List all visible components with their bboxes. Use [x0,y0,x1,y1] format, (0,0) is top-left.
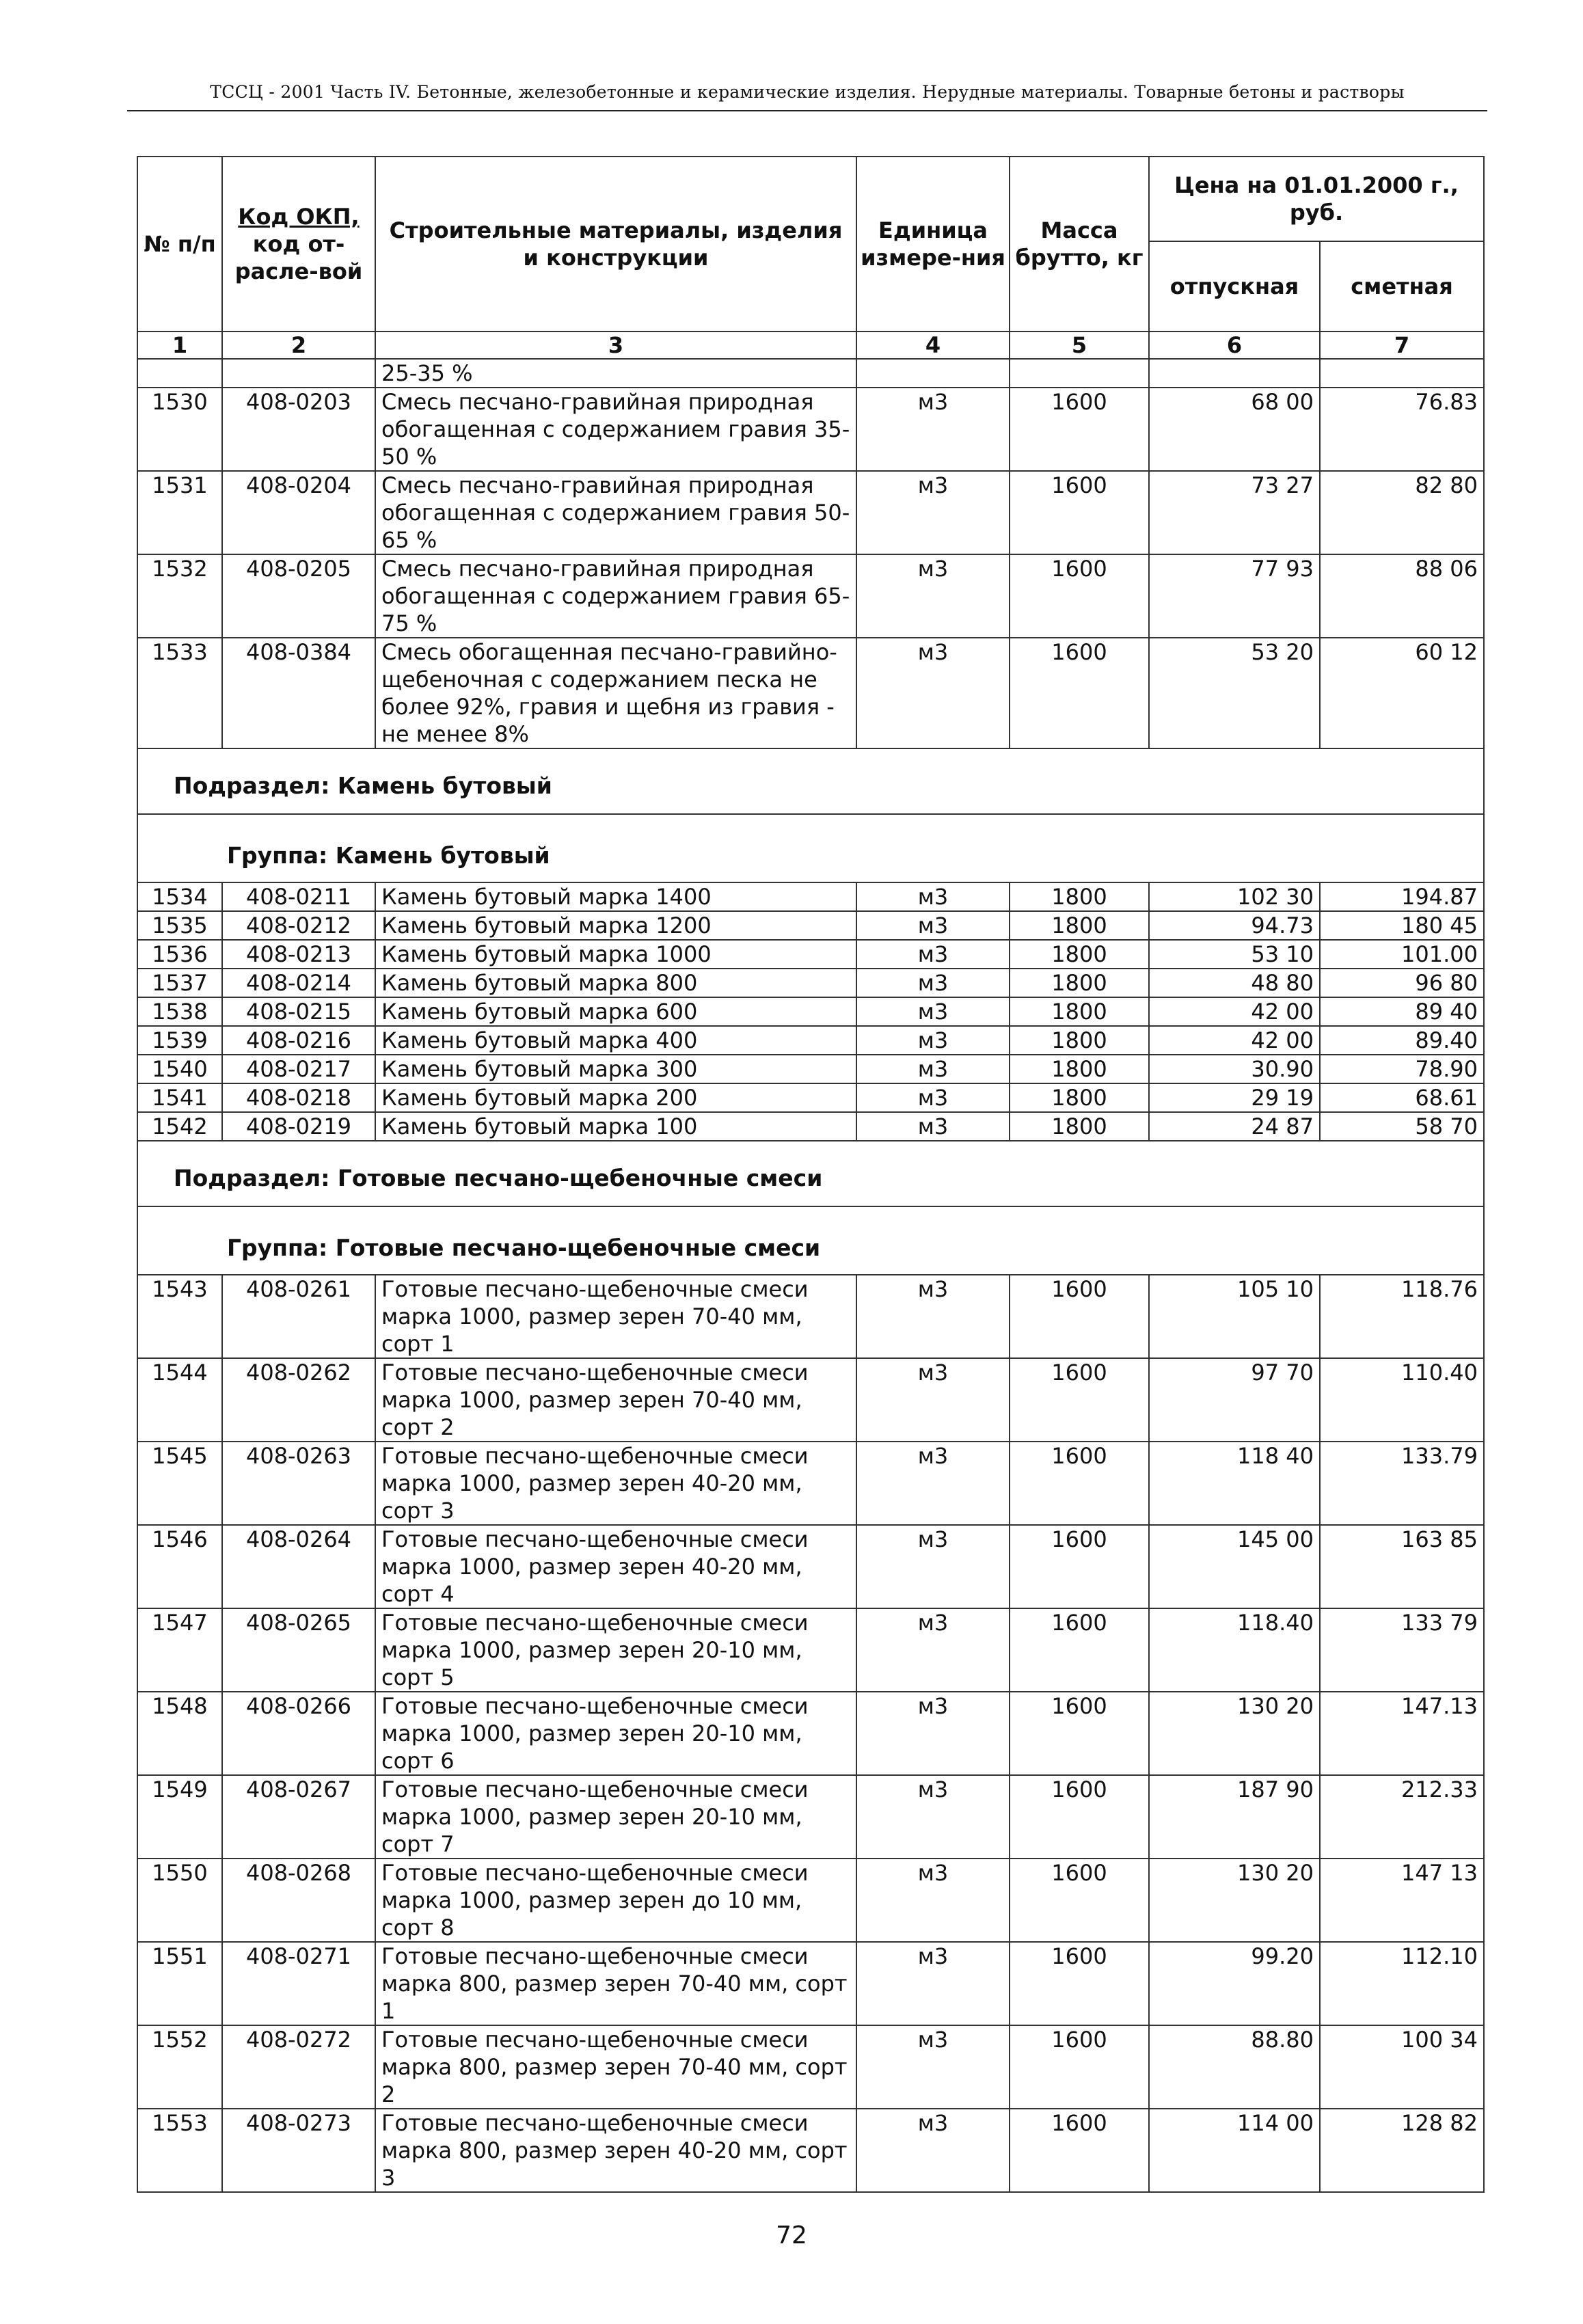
cell-mass: 1800 [1010,1083,1149,1112]
cell-unit: м3 [856,1942,1010,2025]
cell-num: 1551 [137,1942,222,2025]
cell-num: 1538 [137,997,222,1026]
table-row [137,969,1484,997]
cell-code: 408-0204 [222,471,375,554]
cell-mass: 1800 [1010,911,1149,940]
cell-price1: 73 27 [1149,471,1320,554]
column-number: 4 [856,332,1010,359]
table-row [137,1275,1484,1358]
table-row [137,1358,1484,1442]
table-row [137,882,1484,911]
cell-code: 408-0203 [222,388,375,471]
cell-mass: 1600 [1010,1275,1149,1358]
header-row [137,157,1484,241]
cell-price2: 110.40 [1320,1358,1484,1442]
price-table-wrapper [137,156,1483,2193]
col-head-name: Строительные материалы, изделия и конструкции [375,157,856,332]
cell-name: Готовые песчано-щебеночные смеси марка 1000, размер зерен 70-40 мм, сорт 2 [375,1358,856,1442]
cell-unit: м3 [856,1026,1010,1055]
cell-price1: 94.73 [1149,911,1320,940]
cell-price2: 58 70 [1320,1112,1484,1141]
cell-unit: м3 [856,1083,1010,1112]
cell-price1: 48 80 [1149,969,1320,997]
table-row [137,638,1484,748]
cell-unit: м3 [856,638,1010,748]
continuation-row [137,359,1484,388]
cell-code: 408-0212 [222,911,375,940]
cell-code: 408-0272 [222,2025,375,2109]
cell-unit: м3 [856,554,1010,638]
cell-num: 1548 [137,1692,222,1775]
cell-price1: 88.80 [1149,2025,1320,2109]
cell-mass: 1600 [1010,388,1149,471]
table-row [137,1608,1484,1692]
cell-name: Готовые песчано-щебеночные смеси марка 1000, размер зерен до 10 мм, сорт 8 [375,1859,856,1942]
cell-price2: 96 80 [1320,969,1484,997]
cell-price2: 212.33 [1320,1775,1484,1859]
cell-mass: 1600 [1010,2025,1149,2109]
cell-price2: 180 45 [1320,911,1484,940]
table-body [137,332,1484,2192]
empty-cell [856,359,1010,388]
cell-unit: м3 [856,2109,1010,2192]
cell-mass: 1800 [1010,997,1149,1026]
col-head-mass: Масса брутто, кг [1010,157,1149,332]
table-row [137,1055,1484,1083]
table-row [137,388,1484,471]
cell-price1: 42 00 [1149,997,1320,1026]
cell-price2: 78.90 [1320,1055,1484,1083]
cell-num: 1550 [137,1859,222,1942]
cell-price2: 147.13 [1320,1692,1484,1775]
cell-price1: 118.40 [1149,1608,1320,1692]
table-row [137,1859,1484,1942]
page-number: 72 [776,2221,807,2249]
cell-price1: 68 00 [1149,388,1320,471]
cell-price1: 105 10 [1149,1275,1320,1358]
cell-price2: 147 13 [1320,1859,1484,1942]
column-number: 5 [1010,332,1149,359]
subsection-heading-row [137,748,1484,814]
cell-mass: 1600 [1010,1692,1149,1775]
cell-code: 408-0271 [222,1942,375,2025]
col-head-code-line1: Код ОКП, [238,204,360,230]
empty-cell [1320,359,1484,388]
column-number: 7 [1320,332,1484,359]
cell-price2: 133.79 [1320,1442,1484,1525]
subsection-heading: Подраздел: Готовые песчано-щебеночные смеси [137,1141,1484,1206]
running-header: ТССЦ - 2001 Часть IV. Бетонные, железобетонные и керамические изделия. Нерудные материалы. Товарные бетоны и растворы [127,82,1487,111]
cell-unit: м3 [856,1358,1010,1442]
cell-price2: 76.83 [1320,388,1484,471]
cell-name: Готовые песчано-щебеночные смеси марка 800, размер зерен 70-40 мм, сорт 1 [375,1942,856,2025]
cell-unit: м3 [856,940,1010,969]
cell-price1: 114 00 [1149,2109,1320,2192]
price-table [137,156,1485,2193]
cell-code: 408-0273 [222,2109,375,2192]
table-row [137,1083,1484,1112]
cell-name: Готовые песчано-щебеночные смеси марка 1000, размер зерен 40-20 мм, сорт 4 [375,1525,856,1608]
cell-unit: м3 [856,1442,1010,1525]
cell-unit: м3 [856,969,1010,997]
cell-name: Камень бутовый марка 100 [375,1112,856,1141]
table-row [137,1112,1484,1141]
cell-code: 408-0263 [222,1442,375,1525]
cell-num: 1533 [137,638,222,748]
cell-mass: 1800 [1010,1026,1149,1055]
cell-price1: 187 90 [1149,1775,1320,1859]
table-row [137,554,1484,638]
cell-code: 408-0213 [222,940,375,969]
cell-name: Камень бутовый марка 300 [375,1055,856,1083]
cell-unit: м3 [856,1608,1010,1692]
cell-price2: 82 80 [1320,471,1484,554]
cell-mass: 1800 [1010,1112,1149,1141]
cell-unit: м3 [856,471,1010,554]
cell-unit: м3 [856,882,1010,911]
cell-code: 408-0384 [222,638,375,748]
cell-code: 408-0261 [222,1275,375,1358]
cell-num: 1546 [137,1525,222,1608]
cell-name: Камень бутовый марка 600 [375,997,856,1026]
cell-mass: 1600 [1010,1525,1149,1608]
table-row [137,940,1484,969]
cell-code: 408-0268 [222,1859,375,1942]
cell-code: 408-0264 [222,1525,375,1608]
cell-code: 408-0214 [222,969,375,997]
cell-price2: 112.10 [1320,1942,1484,2025]
cell-num: 1532 [137,554,222,638]
cell-unit: м3 [856,1859,1010,1942]
cell-unit: м3 [856,1275,1010,1358]
cell-mass: 1600 [1010,1775,1149,1859]
cell-price2: 163 85 [1320,1525,1484,1608]
cell-code: 408-0265 [222,1608,375,1692]
col-head-price-release: отпускная [1149,241,1320,332]
cell-num: 1531 [137,471,222,554]
empty-cell [1010,359,1149,388]
column-number-row [137,332,1484,359]
column-number: 1 [137,332,222,359]
cell-price2: 128 82 [1320,2109,1484,2192]
cell-price2: 89.40 [1320,1026,1484,1055]
cell-num: 1535 [137,911,222,940]
cell-name: Камень бутовый марка 1200 [375,911,856,940]
cell-code: 408-0262 [222,1358,375,1442]
cell-name: Готовые песчано-щебеночные смеси марка 1000, размер зерен 20-10 мм, сорт 7 [375,1775,856,1859]
table-row [137,2025,1484,2109]
cell-code: 408-0218 [222,1083,375,1112]
cell-price2: 89 40 [1320,997,1484,1026]
table-row [137,1692,1484,1775]
cell-unit: м3 [856,1112,1010,1141]
cell-price1: 42 00 [1149,1026,1320,1055]
cell-num: 1539 [137,1026,222,1055]
cell-code: 408-0267 [222,1775,375,1859]
cell-price2: 194.87 [1320,882,1484,911]
cell-name: Готовые песчано-щебеночные смеси марка 800, размер зерен 70-40 мм, сорт 2 [375,2025,856,2109]
cell-name: Смесь обогащенная песчано-гравийно-щебеночная с содержанием песка не более 92%, гравия и щебня из гравия - не менее 8% [375,638,856,748]
cell-price1: 97 70 [1149,1358,1320,1442]
cell-name: Готовые песчано-щебеночные смеси марка 800, размер зерен 40-20 мм, сорт 3 [375,2109,856,2192]
cell-mass: 1600 [1010,2109,1149,2192]
column-number: 2 [222,332,375,359]
cell-num: 1534 [137,882,222,911]
cell-code: 408-0211 [222,882,375,911]
subsection-heading-row [137,1141,1484,1206]
cell-code: 408-0215 [222,997,375,1026]
cell-name: Смесь песчано-гравийная природная обогащенная с содержанием гравия 35-50 % [375,388,856,471]
cell-num: 1552 [137,2025,222,2109]
cell-price1: 29 19 [1149,1083,1320,1112]
cell-num: 1549 [137,1775,222,1859]
cell-mass: 1600 [1010,1942,1149,2025]
cell-price1: 99.20 [1149,1942,1320,2025]
table-row [137,911,1484,940]
cell-mass: 1600 [1010,1608,1149,1692]
cell-num: 1530 [137,388,222,471]
cell-num: 1547 [137,1608,222,1692]
col-head-code-line2: код от-расле-вой [234,231,363,284]
cell-price1: 77 93 [1149,554,1320,638]
cell-num: 1541 [137,1083,222,1112]
col-head-code [222,157,375,332]
cell-name: Готовые песчано-щебеночные смеси марка 1000, размер зерен 20-10 мм, сорт 5 [375,1608,856,1692]
cell-price2: 133 79 [1320,1608,1484,1692]
cell-num: 1553 [137,2109,222,2192]
table-row [137,1525,1484,1608]
cell-num: 1542 [137,1112,222,1141]
cell-name: Смесь песчано-гравийная природная обогащенная с содержанием гравия 65-75 % [375,554,856,638]
cell-price2: 101.00 [1320,940,1484,969]
cell-num: 1536 [137,940,222,969]
cell-price1: 24 87 [1149,1112,1320,1141]
group-heading-row [137,814,1484,882]
cell-name: Готовые песчано-щебеночные смеси марка 1000, размер зерен 70-40 мм, сорт 1 [375,1275,856,1358]
cell-num: 1545 [137,1442,222,1525]
cell-name: Камень бутовый марка 1400 [375,882,856,911]
col-head-unit: Единица измере-ния [856,157,1010,332]
cell-mass: 1800 [1010,940,1149,969]
cell-unit: м3 [856,1525,1010,1608]
cell-code: 408-0217 [222,1055,375,1083]
group-heading-row [137,1206,1484,1275]
table-row [137,1942,1484,2025]
column-number: 3 [375,332,856,359]
continuation-text: 25-35 % [375,359,856,388]
cell-price1: 53 10 [1149,940,1320,969]
cell-price2: 118.76 [1320,1275,1484,1358]
cell-unit: м3 [856,1775,1010,1859]
cell-name: Смесь песчано-гравийная природная обогащенная с содержанием гравия 50-65 % [375,471,856,554]
col-head-num: № п/п [137,157,222,332]
cell-code: 408-0266 [222,1692,375,1775]
cell-mass: 1600 [1010,1859,1149,1942]
cell-code: 408-0219 [222,1112,375,1141]
table-row [137,1026,1484,1055]
cell-num: 1537 [137,969,222,997]
cell-mass: 1800 [1010,969,1149,997]
empty-cell [137,359,222,388]
cell-unit: м3 [856,997,1010,1026]
column-number: 6 [1149,332,1320,359]
empty-cell [222,359,375,388]
cell-mass: 1600 [1010,471,1149,554]
empty-cell [1149,359,1320,388]
cell-mass: 1600 [1010,554,1149,638]
table-row [137,2109,1484,2192]
cell-unit: м3 [856,1055,1010,1083]
cell-price2: 60 12 [1320,638,1484,748]
group-heading: Группа: Камень бутовый [137,814,1484,882]
subsection-heading: Подраздел: Камень бутовый [137,748,1484,814]
col-head-price-estimate: сметная [1320,241,1484,332]
cell-unit: м3 [856,1692,1010,1775]
cell-unit: м3 [856,388,1010,471]
cell-mass: 1600 [1010,1442,1149,1525]
cell-price1: 118 40 [1149,1442,1320,1525]
cell-price1: 130 20 [1149,1692,1320,1775]
cell-unit: м3 [856,911,1010,940]
cell-name: Камень бутовый марка 800 [375,969,856,997]
cell-unit: м3 [856,2025,1010,2109]
cell-price2: 100 34 [1320,2025,1484,2109]
cell-price2: 88 06 [1320,554,1484,638]
cell-num: 1540 [137,1055,222,1083]
cell-mass: 1800 [1010,882,1149,911]
cell-name: Камень бутовый марка 200 [375,1083,856,1112]
cell-price2: 68.61 [1320,1083,1484,1112]
cell-mass: 1800 [1010,1055,1149,1083]
group-heading: Группа: Готовые песчано-щебеночные смеси [137,1206,1484,1275]
cell-num: 1544 [137,1358,222,1442]
cell-price1: 145 00 [1149,1525,1320,1608]
cell-code: 408-0205 [222,554,375,638]
cell-name: Готовые песчано-щебеночные смеси марка 1000, размер зерен 40-20 мм, сорт 3 [375,1442,856,1525]
cell-mass: 1600 [1010,1358,1149,1442]
cell-price1: 53 20 [1149,638,1320,748]
cell-name: Готовые песчано-щебеночные смеси марка 1000, размер зерен 20-10 мм, сорт 6 [375,1692,856,1775]
table-row [137,1775,1484,1859]
table-row [137,997,1484,1026]
cell-name: Камень бутовый марка 400 [375,1026,856,1055]
cell-price1: 130 20 [1149,1859,1320,1942]
table-row [137,471,1484,554]
cell-mass: 1600 [1010,638,1149,748]
cell-num: 1543 [137,1275,222,1358]
cell-code: 408-0216 [222,1026,375,1055]
cell-price1: 30.90 [1149,1055,1320,1083]
cell-price1: 102 30 [1149,882,1320,911]
cell-name: Камень бутовый марка 1000 [375,940,856,969]
table-row [137,1442,1484,1525]
col-head-price-group: Цена на 01.01.2000 г., руб. [1149,157,1484,241]
